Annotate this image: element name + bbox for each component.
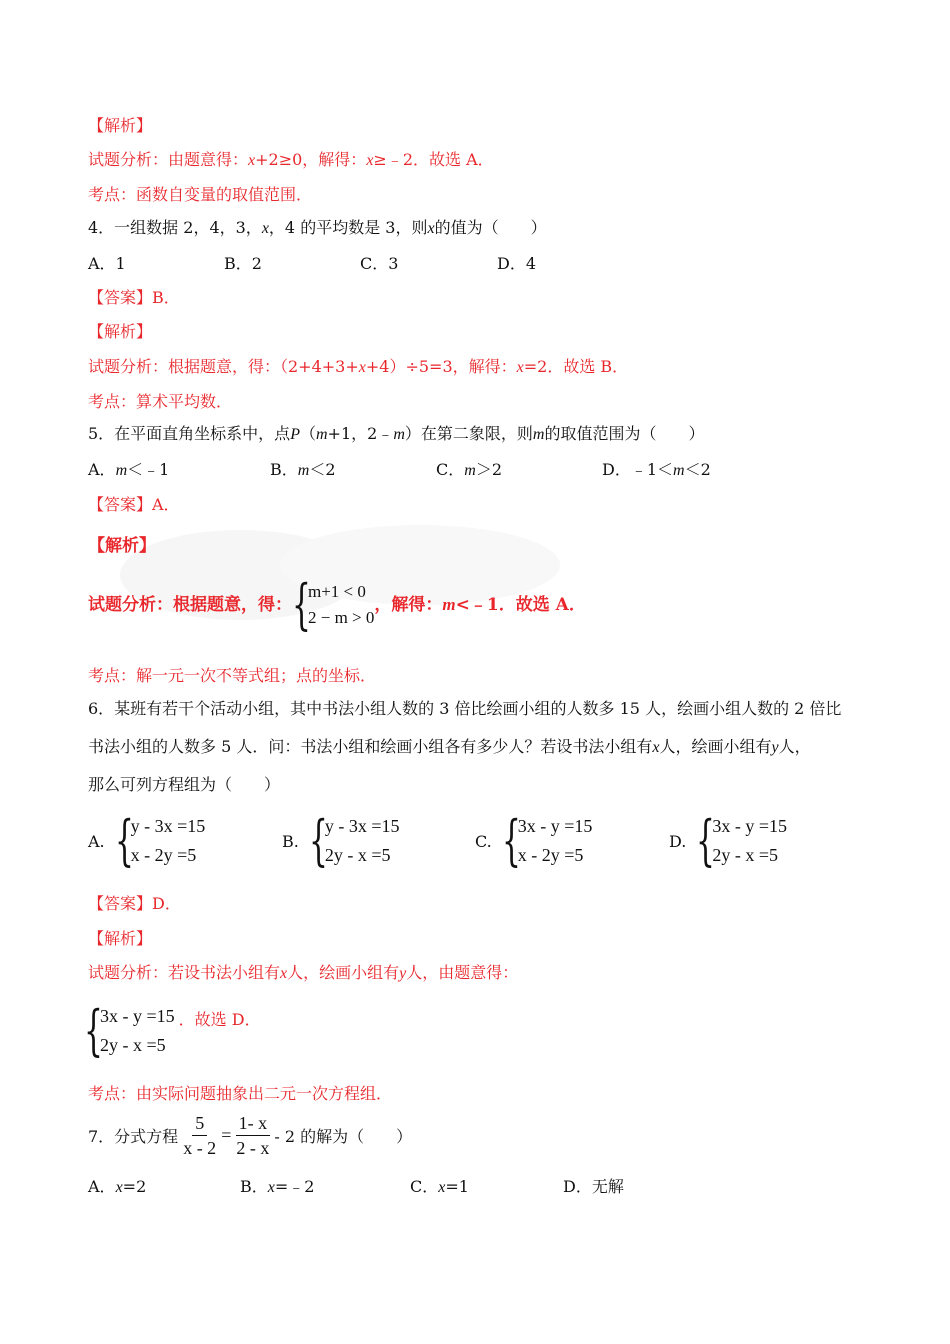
q5-option-c	[436, 459, 502, 482]
q5-var-m: m	[115, 462, 128, 479]
q5-analysis-text: <﹣1．故选 A．	[455, 595, 586, 615]
q7-option-d: D．无解	[563, 1177, 624, 1196]
q5-system-line-1: m+1 < 0	[308, 582, 366, 601]
q3-jiexi-heading: 【解析】	[88, 116, 153, 135]
q4-option-d: D．4	[497, 254, 537, 273]
q5-var-m: m	[393, 426, 405, 443]
q6-brace-icon: {	[84, 999, 103, 1062]
q6-kaodian: 考点：由实际问题抽象出二元一次方程组．	[88, 1084, 393, 1103]
q6-option-b-line-2: 2y - x =5	[324, 845, 391, 865]
q5-var-m: m	[442, 595, 456, 614]
q6-option-b-label: B.	[282, 831, 299, 851]
q7-var-x: x	[115, 1179, 123, 1196]
q4-analysis	[88, 356, 628, 379]
q5-stem-text: 5．在平面直角坐标系中，点	[88, 424, 291, 443]
q5-analysis-text: ，解得：	[374, 595, 443, 615]
q6-solution-tail: ．故选 D．	[178, 1009, 261, 1029]
q6-option-b	[282, 809, 400, 872]
q4-answer: 【答案】B．	[88, 288, 180, 307]
q7-fraction-2-denominator: 2 - x	[236, 1138, 270, 1158]
q5-stem-text: 的取值范围为（ ）	[544, 424, 705, 443]
q6-option-c-line-1: 3x - y =15	[517, 816, 593, 836]
q4-var-x: x	[358, 359, 366, 376]
q6-option-c-line-2: x - 2y =5	[517, 845, 584, 865]
q5-jiexi-heading: 【解析】	[88, 536, 156, 556]
q7-fraction-1-numerator: 5	[192, 1113, 207, 1136]
q6-jiexi-heading: 【解析】	[88, 929, 153, 948]
q5-option-a-label: A．	[88, 460, 116, 479]
q6-stem-line-2	[88, 736, 811, 759]
q5-system-lines	[308, 579, 374, 631]
q5-stem-text: （	[299, 424, 316, 443]
q5-stem-text: ）在第二象限，则	[404, 424, 533, 443]
q3-analysis-text: ≥﹣2．故选 A．	[373, 150, 494, 169]
q6-option-c-label: C.	[475, 831, 492, 851]
q5-var-p: P	[290, 426, 300, 443]
q6-option-a	[88, 809, 206, 872]
q6-analysis-text: 人，绘画小组有	[287, 963, 400, 982]
q6-brace-icon: {	[696, 809, 716, 872]
q5-analysis	[88, 573, 586, 636]
q5-option-b	[270, 459, 336, 482]
q6-stem-line-3: 那么可列方程组为（ ）	[88, 775, 281, 794]
q4-var-x: x	[427, 220, 435, 237]
q5-var-m: m	[464, 462, 476, 479]
q4-var-x: x	[261, 220, 269, 237]
q6-var-x: x	[280, 965, 288, 982]
q4-option-c: C．3	[360, 254, 399, 273]
q3-analysis-text: +2≥0，解得：	[255, 150, 367, 169]
q6-stem-text: 人，	[778, 737, 811, 756]
q5-var-m: m	[297, 462, 310, 479]
q4-jiexi-heading: 【解析】	[88, 322, 153, 341]
q4-stem-text: 的值为（ ）	[434, 218, 547, 237]
q6-option-d-line-2: 2y - x =5	[712, 845, 778, 865]
q6-var-y: y	[399, 965, 407, 982]
q7-var-x: x	[267, 1179, 275, 1196]
q6-stem-line-1: 6．某班有若干个活动小组，其中书法小组人数的 3 倍比绘画小组的人数多 15 人，绘画小组人数的 2 倍比	[88, 699, 842, 718]
q7-fraction-2-numerator: 1- x	[236, 1113, 271, 1136]
q6-solution-line-1: 3x - y =15	[100, 1006, 175, 1026]
q6-option-a-line-1: y - 3x =15	[130, 816, 206, 836]
q7-var-x: x	[438, 1179, 446, 1196]
q6-option-c	[475, 809, 593, 872]
q5-option-b-text: ＜2	[309, 460, 336, 479]
q6-stem-text: 书法小组的人数多 5 人．问：书法小组和绘画小组各有多少人？若设书法小组有	[88, 737, 653, 756]
q4-stem-text: ，4 的平均数是 3，则	[268, 218, 428, 237]
q7-fraction-1	[180, 1113, 219, 1158]
q5-option-c-text: ＞2	[475, 460, 502, 479]
q5-system-line-2: 2 − m > 0	[308, 608, 375, 627]
q6-option-c-system	[518, 812, 593, 870]
q6-answer: 【答案】D．	[88, 894, 181, 913]
q5-stem	[88, 423, 704, 446]
q3-var-x: x	[248, 152, 256, 169]
q6-option-d-line-1: 3x - y =15	[712, 816, 787, 836]
q7-option-b-text: =﹣2	[274, 1177, 315, 1196]
q4-stem-text: 4．一组数据 2，4，3，	[88, 218, 262, 237]
q6-option-d	[669, 809, 787, 872]
q4-option-a: A．1	[88, 254, 126, 273]
q5-inequality-system	[292, 573, 375, 636]
q6-option-a-label: A.	[88, 831, 105, 851]
q5-option-d	[602, 459, 711, 482]
q7-fraction-1-denominator: x - 2	[183, 1138, 217, 1158]
q6-option-d-label: D.	[669, 831, 687, 851]
q6-option-b-line-1: y - 3x =15	[324, 816, 400, 836]
q4-option-b: B．2	[224, 254, 262, 273]
q6-brace-icon: {	[501, 809, 521, 872]
q6-analysis-text: 试题分析：若设书法小组有	[88, 963, 281, 982]
q5-option-d-text: ＜2	[684, 460, 711, 479]
q5-option-b-label: B．	[270, 460, 298, 479]
q6-option-a-system	[131, 812, 206, 870]
q6-brace-icon: {	[308, 809, 328, 872]
q3-var-x: x	[366, 152, 374, 169]
q5-option-a-text: ＜﹣1	[127, 460, 170, 479]
q7-option-c-text: =1	[445, 1177, 469, 1196]
q5-brace-icon: {	[292, 573, 311, 636]
q5-analysis-text: 试题分析：根据题意，得：	[88, 595, 292, 615]
q7-equals-sign: =	[221, 1125, 232, 1145]
q5-var-m: m	[673, 462, 685, 479]
q5-option-c-label: C．	[436, 460, 465, 479]
q7-stem-text: 7．分式方程	[88, 1127, 179, 1146]
q4-analysis-text: =2．故选 B．	[523, 357, 629, 376]
q6-analysis	[88, 962, 518, 985]
q6-solution-system	[84, 999, 261, 1062]
q6-solution-lines	[100, 1002, 175, 1060]
q3-analysis	[88, 149, 494, 172]
q5-option-a	[88, 459, 169, 482]
q7-option-a-label: A．	[88, 1177, 116, 1196]
q7-stem-text: - 2 的解为（ ）	[274, 1127, 413, 1146]
q5-var-m: m	[532, 426, 545, 443]
q4-var-x: x	[516, 359, 524, 376]
q5-kaodian: 考点：解一元一次不等式组；点的坐标．	[88, 666, 377, 685]
q7-option-b	[240, 1176, 314, 1199]
q6-analysis-text: 人，由题意得：	[406, 963, 519, 982]
q4-kaodian: 考点：算术平均数．	[88, 392, 233, 411]
q7-option-b-label: B．	[240, 1177, 268, 1196]
q6-option-d-system	[712, 812, 787, 870]
q7-fraction-2	[233, 1113, 272, 1158]
q6-brace-icon: {	[114, 809, 134, 872]
q7-option-c-label: C．	[410, 1177, 439, 1196]
q4-stem	[88, 217, 547, 240]
q5-stem-text: +1，2﹣	[327, 424, 394, 443]
q4-analysis-text: 试题分析：根据题意，得：（2+4+3+	[88, 357, 359, 376]
q4-analysis-text: +4）÷5=3，解得：	[365, 357, 517, 376]
q6-solution-line-2: 2y - x =5	[100, 1035, 166, 1055]
q6-var-x: x	[652, 739, 660, 756]
q7-option-a	[88, 1176, 146, 1199]
q5-var-m: m	[315, 426, 328, 443]
q7-option-a-text: =2	[122, 1177, 147, 1196]
q7-stem	[88, 1113, 412, 1158]
q5-option-d-label: D．﹣1＜	[602, 460, 674, 479]
q6-option-b-system	[325, 812, 400, 870]
q6-stem-text: 人，绘画小组有	[659, 737, 772, 756]
q3-analysis-text: 试题分析：由题意得：	[88, 150, 249, 169]
q3-kaodian: 考点：函数自变量的取值范围．	[88, 185, 313, 204]
q7-option-c	[410, 1176, 469, 1199]
q6-option-a-line-2: x - 2y =5	[130, 845, 197, 865]
q5-answer: 【答案】A．	[88, 495, 180, 514]
q6-var-y: y	[771, 739, 779, 756]
